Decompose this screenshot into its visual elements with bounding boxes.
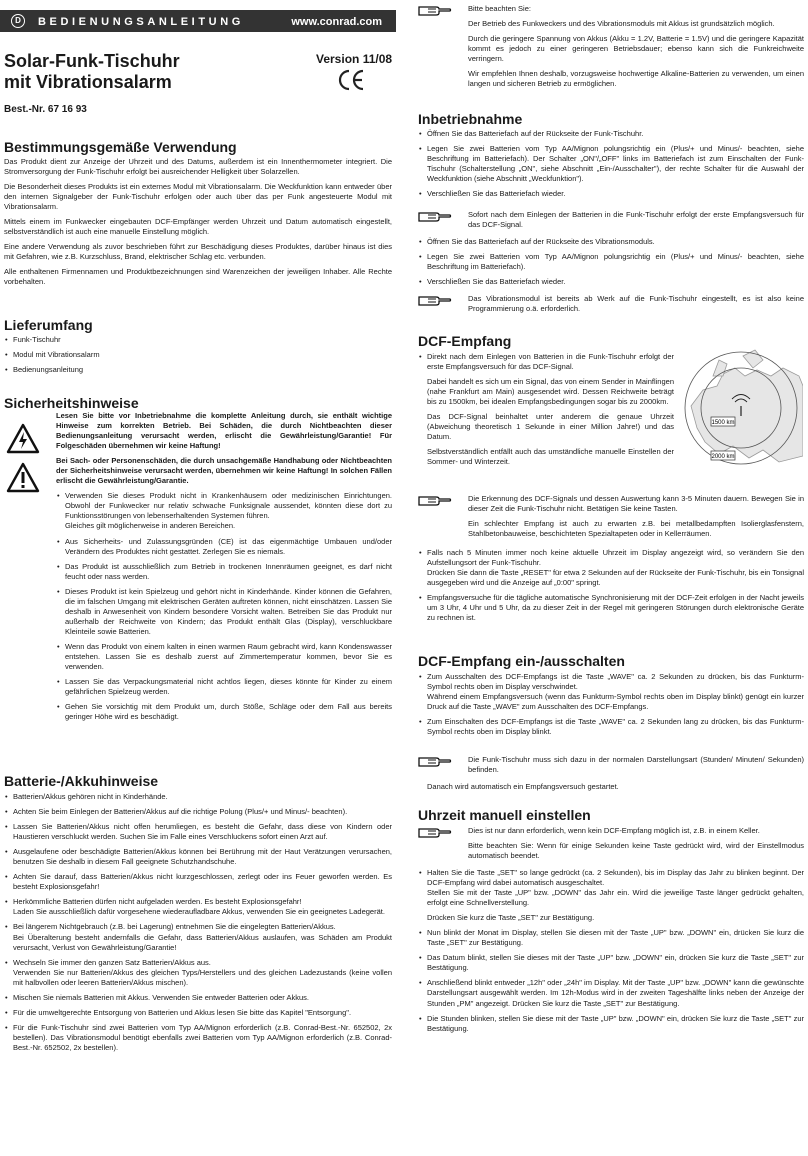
paragraph: Das Produkt dient zur Anzeige der Uhrzeit und des Datums, außerdem ist ein Innenthermometer integriert. Die Stromversorgung der Funk-Tischuhr erfolgt bei ausreichender Helligkeit über Solarzellen. (4, 157, 392, 177)
note-dcf-detection (468, 494, 804, 544)
item-subtext: Verwenden Sie nur Batterien/Akkus des gleichen Typs/Herstellers und des gleichen Ladezustands (keine vollen mit halbvollen oder leeren Batterien/Akkus mischen). (13, 967, 392, 987)
list-item: • Ausgelaufene oder beschädigte Batterien/Akkus können bei Berührung mit der Haut Verätzungen verursachen, benutzen Sie deshalb in diesem Fall geeignete Schutzhandschuhe. (4, 847, 392, 867)
list-item: • Dieses Produkt ist kein Spielzeug und gehört nicht in Kinderhände. Kinder können die Gefahren, die im falschen Umgang mit elektrischen Geräten auftreten können, nicht einschätzen. Lassen Sie deshalb in Anwesenheit von Kindern besondere Vorsicht walten. Betreiben Sie das Produkt nur außerhalb der Reichweite von Kindern; das Produkt enthält Glas (Display), verschluckbare Kleinteile sowie Batterien. (56, 587, 392, 637)
list-item: • Das Datum blinkt, stellen Sie dieses mit der Taste „UP" bzw. „DOWN" ein, drücken Sie kurz die Taste „SET" zur Bestätigung. (418, 953, 804, 973)
list-item: • Funk-Tischuhr (4, 335, 392, 345)
title-line-1: Solar-Funk-Tischuhr (4, 51, 180, 71)
note-text: Durch die geringere Spannung von Akkus (Akku = 1.2V, Batterie = 1.5V) und die geringere Kapazität kommt es jedoch zu einer geringeren Betriebsdauer; ebenso kann sich die Funkreichweite verringern. (468, 34, 804, 64)
heading-uhrzeit: Uhrzeit manuell einstellen (418, 807, 591, 823)
list-item: • Öffnen Sie das Batteriefach auf der Rückseite des Vibrationsmoduls. (418, 237, 804, 247)
item-text: Halten Sie die Taste „SET" so lange gedrückt (ca. 2 Sekunden), bis im Display das Jahr zu blinken beginnt. Der DCF-Empfang wird dabei automatisch ausgeschaltet. (427, 868, 804, 888)
batterie-list (4, 792, 392, 1058)
paragraph: Selbstverständlich entfällt auch das umständliche manuelle Einstellen der Sommer- und Winterzeit. (427, 447, 674, 467)
paragraph: Danach wird automatisch ein Empfangsversuch gestartet. (427, 782, 619, 791)
version-label: Version 11/08 (316, 52, 393, 66)
heading-dcf-switch: DCF-Empfang ein-/ausschalten (418, 653, 625, 669)
list-item: • Für die umweltgerechte Entsorgung von Batterien und Akkus lesen Sie bitte das Kapitel "Entsorgung". (4, 1008, 392, 1018)
heading-sicherheit: Sicherheitshinweise (4, 395, 139, 411)
list-item: • Lassen Sie das Verpackungsmaterial nicht achtlos liegen, dieses könnte für Kinder zu einem gefährlichen Spielzeug werden. (56, 677, 392, 697)
map-label-2000: 2000 km (711, 454, 735, 460)
dcf-range-map (683, 346, 803, 466)
inbetrieb-list-1 (418, 129, 804, 204)
ce-mark-icon (336, 68, 366, 92)
list-item (4, 922, 392, 952)
paragraph: Alle enthaltenen Firmennamen und Produktbezeichnungen sind Warenzeichen der jeweiligen Inhaber. Alle Rechte vorbehalten. (4, 267, 392, 287)
paragraph: Mittels einem im Funkwecker eingebauten DCF-Empfänger werden Uhrzeit und Datum automatisch eingestellt, selbstverständlich ist auch eine manuelle Einstellung möglich. (4, 217, 392, 237)
heading-batterie: Batterie-/Akkuhinweise (4, 773, 159, 789)
list-item (4, 897, 392, 917)
list-item: • Verschließen Sie das Batteriefach wieder. (418, 189, 804, 199)
item-subtext: Drücken Sie dann die Taste „RESET" für etwa 2 Sekunden auf der Rückseite der Funk-Tischuhr, bis ein Tonsignal ausgegeben wird und die Anzeige auf „0:00" springt. (427, 568, 804, 588)
map-label-1500: 1500 km (711, 420, 735, 426)
heading-inbetriebnahme: Inbetriebnahme (418, 111, 523, 127)
note-text: Dies ist nur dann erforderlich, wenn kein DCF-Empfang möglich ist, z.B. in einem Keller. (468, 826, 760, 835)
list-item: • Nun blinkt der Monat im Display, stellen Sie diesen mit der Taste „UP" bzw. „DOWN" ein, drücken Sie kurz die Taste „SET" zur Bestätigung. (418, 928, 804, 948)
pointing-hand-icon (418, 494, 452, 508)
list-item (418, 868, 804, 923)
lieferumfang-list (4, 335, 392, 380)
dcf2-list (418, 672, 804, 742)
note-text: Wir empfehlen Ihnen deshalb, vorzugsweise hochwertige Alkaline-Batterien zu verwenden, um einen langen und sicheren Betrieb zu ermöglichen. (468, 69, 804, 89)
list-item: • Öffnen Sie das Batteriefach auf der Rückseite der Funk-Tischuhr. (418, 129, 804, 139)
list-item: • Gehen Sie vorsichtig mit dem Produkt um, durch Stöße, Schläge oder dem Fall aus bereits geringer Höhe wird es beschädigt. (56, 702, 392, 722)
warning-text: Bei Sach- oder Personenschäden, die durch unsachgemäße Handhabung oder Nichtbeachten der Sicherheitshinweise verursacht werden, übernehmen wir keine Haftung! In solchen Fällen erlischt die Gewährleistung/Garantie. (56, 456, 392, 486)
header-url: www.conrad.com (291, 16, 382, 28)
language-badge: D (11, 14, 25, 28)
list-item (56, 491, 392, 531)
item-subtext: Gleiches gilt möglicherweise in anderen Bereichen. (65, 521, 236, 531)
title-line-2: mit Vibrationsalarm (4, 71, 172, 92)
paragraph: Dabei handelt es sich um ein Signal, das von einem Sender in Mainflingen (nahe Frankfurt am Main) ausgesendet wird. Dessen Reichweite beträgt bis zu 1500km, bei idealen Empfangsbedingungen sogar bis zu 2000km. (427, 377, 674, 407)
list-item: • Für die Funk-Tischuhr sind zwei Batterien vom Typ AA/Mignon erforderlich (z.B. Conrad-Best.-Nr. 652502, 2x bestellen). Das Vibrationsmodul benötigt ebenfalls zwei Batterien vom Typ AA/Mignon erforderlich (z.B. Conrad-Best.-Nr. 652502, 2x bestellen). (4, 1023, 392, 1053)
note-text: Bitte beachten Sie: (468, 4, 531, 13)
list-item: • Modul mit Vibrationsalarm (4, 350, 392, 360)
warning-icon (6, 423, 40, 455)
list-item: • Zum Einschalten des DCF-Empfangs ist die Taste „WAVE" ca. 2 Sekunden lang zu drücken, bis das Funkturm-Symbol rechts oben im Display blinkt. (418, 717, 804, 737)
list-item: • Empfangsversuche für die tägliche automatische Synchronisierung mit der DCF-Zeit erfolgen in der Nacht jeweils um 3 Uhr, 4 Uhr und 5 Uhr, da zu dieser Zeit in der Regel mit geringeren Störungen durch elektronische Geräte zu rechnen ist. (418, 593, 804, 623)
pointing-hand-icon (418, 755, 452, 769)
note-text: Die Erkennung des DCF-Signals und dessen Auswertung kann 3-5 Minuten dauern. Bewegen Sie in dieser Zeit die Funk-Tischuhr nicht. Betätigen Sie keine Tasten. (468, 494, 804, 514)
list-item: • Lassen Sie Batterien/Akkus nicht offen herumliegen, es besteht die Gefahr, dass diese von Kindern oder Haustieren verschluckt werden. Suchen Sie im Falle eines Verschluckens sofort einen Arzt auf. (4, 822, 392, 842)
list-item: • Batterien/Akkus gehören nicht in Kinderhände. (4, 792, 392, 802)
note-text: Bitte beachten Sie: Wenn für einige Sekunden keine Taste gedrückt wird, wird der Einstellmodus automatisch beendet. (468, 841, 804, 861)
list-item: • Achten Sie beim Einlegen der Batterien/Akkus auf die richtige Polung (Plus/+ und Minus/- beachten). (4, 807, 392, 817)
item-text: Herkömmliche Batterien dürfen nicht aufgeladen werden. Es besteht Explosionsgefahr! (13, 897, 302, 907)
item-text: Zum Ausschalten des DCF-Empfangs ist die Taste „WAVE" ca. 2 Sekunden zu drücken, bis das Funkturm-Symbol rechts oben im Display verschwindet. (427, 672, 804, 692)
header-label: BEDIENUNGSANLEITUNG (38, 16, 244, 28)
note-uhrzeit (468, 826, 804, 866)
paragraph: Das DCF-Signal beinhaltet unter anderem die genaue Uhrzeit (Abweichung theoretisch 1 Sekunde in einer Million Jahre!) und das Datum. (427, 412, 674, 442)
item-text: Falls nach 5 Minuten immer noch keine aktuelle Uhrzeit im Display angezeigt wird, so verändern Sie den Aufstellungsort der Funk-Tischuhr. (427, 548, 804, 568)
item-subtext: Laden Sie ausschließlich dafür vorgesehene wiederaufladbare Akkus, verwenden Sie ein geeignetes Ladegerät. (13, 907, 385, 917)
list-item: • Bedienungsanleitung (4, 365, 392, 375)
note-dcf-first (468, 210, 804, 235)
list-item: • Wenn das Produkt von einem kalten in einen warmen Raum gebracht wird, kann Kondenswasser entstehen. Lassen Sie es deshalb zuerst auf Zimmertemperatur kommen, bevor Sie es verwenden. (56, 642, 392, 672)
dcf2-after (427, 782, 804, 797)
list-item: • Die Stunden blinken, stellen Sie diese mit der Taste „UP" bzw. „DOWN" ein, drücken Sie kurz die Taste „SET" zur Bestätigung. (418, 1014, 804, 1034)
dcf-text (418, 352, 674, 472)
item-subtext: Drücken Sie kurz die Taste „SET" zur Bestätigung. (427, 913, 595, 923)
note-dcf-display (468, 755, 804, 780)
item-subtext: Stellen Sie mit der Taste „UP" bzw. „DOWN" das Jahr ein. Wird die jeweilige Taste länger gedrückt gehalten, erfolgt eine Schnellverstellung. (427, 888, 804, 908)
note-vibration (468, 294, 804, 319)
pointing-hand-icon (418, 210, 452, 224)
item-text: Bei längerem Nichtgebrauch (z.B. bei Lagerung) entnehmen Sie die eingelegten Batterien/Akkus. (13, 922, 336, 932)
list-item: • Aus Sicherheits- und Zulassungsgründen (CE) ist das eigenmächtige Umbauen und/oder Verändern des Produktes nicht gestattet. Zerlegen Sie es niemals. (56, 537, 392, 557)
bestimmung-text (4, 157, 392, 293)
warning-text: Lesen Sie bitte vor Inbetriebnahme die komplette Anleitung durch, sie enthält wichtige Hinweise zum korrekten Betrieb. Bei Schäden, die durch Nichtbeachten dieser Bedienungsanleitung verursacht werden, erlischt die Gewährleistung/Garantie! Für Folgeschäden übernehmen wir keine Haftung! (56, 411, 392, 451)
list-item: • Legen Sie zwei Batterien vom Typ AA/Mignon polungsrichtig ein (Plus/+ und Minus/- beachten, siehe Beschriftung im Batteriefach). (418, 252, 804, 272)
safety-list (56, 491, 392, 722)
note-text: Das Vibrationsmodul ist bereits ab Werk auf die Funk-Tischuhr eingestellt, es ist also keine Programmierung o.ä. erforderlich. (468, 294, 804, 314)
note-text: Die Funk-Tischuhr muss sich dazu in der normalen Darstellungsart (Stunden/ Minuten/ Sekunden) befinden. (468, 755, 804, 775)
list-item: • Das Produkt ist ausschließlich zum Betrieb in trockenen Innenräumen geeignet, es darf nicht feucht oder nass werden. (56, 562, 392, 582)
warning-icon (6, 462, 40, 494)
item-text: Wechseln Sie immer den ganzen Satz Batterien/Akkus aus. (13, 957, 211, 967)
paragraph: Die Besonderheit dieses Produkts ist ein externes Modul mit Vibrationsalarm. Die Weckfunktion kann entweder über den internen Signalgeber der Funk-Tischuhr erfolgen oder auch über das per Funk angesteuerte Modul mit Vibrationsalarm. (4, 182, 392, 212)
heading-bestimmung: Bestimmungsgemäße Verwendung (4, 139, 237, 155)
list-item (418, 672, 804, 712)
order-number: Best.-Nr. 67 16 93 (4, 104, 87, 115)
note-text: Der Betrieb des Funkweckers und des Vibrationsmoduls mit Akkus ist grundsätzlich möglich. (468, 19, 775, 29)
list-item: • Achten Sie darauf, dass Batterien/Akkus nicht kurzgeschlossen, zerlegt oder ins Feuer geworfen werden. Es besteht Explosionsgefahr! (4, 872, 392, 892)
list-item: • Verschließen Sie das Batteriefach wieder. (418, 277, 804, 287)
pointing-hand-icon (418, 826, 452, 840)
dcf-list-2 (418, 548, 804, 628)
inbetrieb-list-2 (418, 237, 804, 292)
sicherheit-text (56, 411, 392, 727)
list-item: • Mischen Sie niemals Batterien mit Akkus. Verwenden Sie entweder Batterien oder Akkus. (4, 993, 392, 1003)
heading-lieferumfang: Lieferumfang (4, 317, 93, 333)
item-text: Verwenden Sie dieses Produkt nicht in Krankenhäusern oder medizinischen Einrichtungen. Obwohl der Funkwecker nur relativ schwache Funksignale aussendet, könnten diese dort zu Funktionsstörungen von lebenserhaltenden Systemen führen. (65, 491, 392, 521)
item-subtext: Bei Überalterung besteht andernfalls die Gefahr, dass Batterien/Akkus auslaufen, was Schäden am Produkt verursacht, Verlust von Gewährleistung/Garantie! (13, 932, 392, 952)
list-item (418, 548, 804, 588)
heading-dcf: DCF-Empfang (418, 333, 512, 349)
uhrzeit-list (418, 868, 804, 1039)
note-text: Sofort nach dem Einlegen der Batterien in die Funk-Tischuhr erfolgt der erste Empfangsversuch für das DCF-Signal. (468, 210, 804, 230)
pointing-hand-icon (418, 4, 452, 18)
pointing-hand-icon (418, 294, 452, 308)
list-item: • Direkt nach dem Einlegen von Batterien in die Funk-Tischuhr erfolgt der erste Empfangsversuch für das DCF-Signal. (418, 352, 674, 372)
list-item: • Legen Sie zwei Batterien vom Typ AA/Mignon polungsrichtig ein (Plus/+ und Minus/- beachten, siehe Beschriftung im Batteriefach). Der Schalter „ON"/„OFF" links im Batteriefach ist zum Einschalten der Funk-Tischuhr (Schalterstellung „ON", siehe Abschnitt „Ein-/Ausschalter"), der rechte Schalter für die Auswahl der Weckfunktion (siehe Abschnitt „Weckfunktion"). (418, 144, 804, 184)
item-subtext: Während einem Empfangsversuch (wenn das Funkturm-Symbol rechts oben im Display blinkt) genügt ein kurzer Druck auf die Taste „WAVE" zum Ausschalten des DCF-Empfangs. (427, 692, 804, 712)
note-akkus (468, 4, 804, 94)
note-text: Ein schlechter Empfang ist auch zu erwarten z.B. bei metallbedampften Isolierglasfenstern, Stahlbetonbauweise, beschichteten Spezialtapeten oder in Kellerräumen. (468, 519, 804, 539)
doc-title (4, 51, 180, 93)
paragraph: Eine andere Verwendung als zuvor beschrieben führt zur Beschädigung dieses Produktes, darüber hinaus ist dies mit Gefahren, wie z.B. Kurzschluss, Brand, elektrischer Schlag etc. verbunden. (4, 242, 392, 262)
list-item (4, 958, 392, 988)
header-bar (0, 10, 396, 32)
list-item: • Anschließend blinkt entweder „12h" oder „24h" im Display. Mit der Taste „UP" bzw. „DOWN" kann die gewünschte Darstellungsart ausgewählt werden. Im 12h-Modus wird in der zweiten Tageshälfte links neben der Anzeige der Stunden „PM" angezeigt. Drücken Sie kurz die Taste „SET" zur Bestätigung. (418, 978, 804, 1008)
